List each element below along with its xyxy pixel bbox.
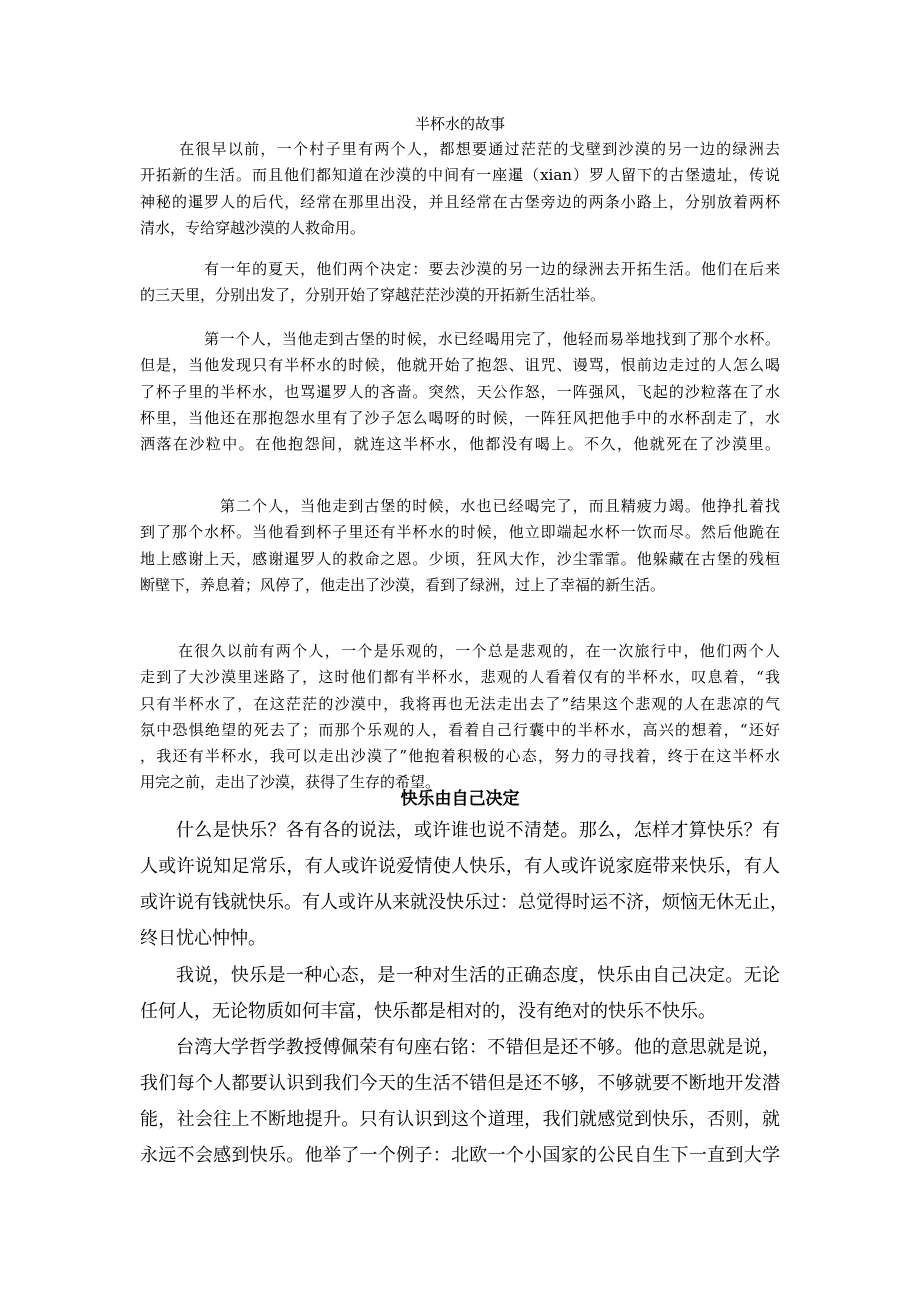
story2-paragraph-3	[140, 1030, 780, 1174]
text-line: 终日忧心忡忡。	[140, 928, 266, 949]
text-line: 了杯子里的半杯水，也骂暹罗人的吝啬。突然，天公作怒，一阵强风，飞起的沙粒落在了水	[140, 382, 780, 401]
text-line: 在很早以前，一个村子里有两个人，都想要通过茫茫的戈壁到沙漠的另一边的绿洲去	[179, 140, 780, 158]
text-line: 或许说有钱就快乐。有人或许从来就没快乐过：总觉得时运不济，烦恼无休无止，	[140, 892, 788, 913]
text-line: 有一年的夏天，他们两个决定：要去沙漠的另一边的绿洲去开拓生活。他们在后来	[204, 260, 780, 278]
text-line: 杯里，当他还在那抱怨水里有了沙子怎么喝呀的时候，一阵狂风把他手中的水杯刮走了，水	[140, 408, 780, 427]
story1-paragraph-5	[140, 638, 780, 796]
text-line: 台湾大学哲学教授傅佩荣有句座右铭：不错但是还不够。他的意思就是说，	[176, 1037, 780, 1058]
text-line: 的三天里，分别出发了，分别开始了穿越茫茫沙漠的开拓新生活壮举。	[140, 286, 606, 305]
text-line: 地上感谢上天，感谢暹罗人的救命之恩。少顷，狂风大作，沙尘霏霏。他躲藏在古堡的残桓	[140, 549, 780, 568]
text-line: 什么是快乐？各有各的说法，或许谁也说不清楚。那么，怎样才算快乐？有	[176, 820, 780, 841]
text-line: 清水，专给穿越沙漠的人救命用。	[140, 218, 366, 237]
story1-paragraph-3	[140, 326, 780, 457]
text-line: 但是，当他发现只有半杯水的时候，他就开始了抱怨、诅咒、谩骂，恨前边走过的人怎么喝	[140, 356, 780, 375]
text-line: 只有半杯水了，在这茫茫的沙漠中，我将再也无法走出去了”结果这个悲观的人在悲凉的气	[140, 694, 780, 713]
text-line: 神秘的暹罗人的后代，经常在那里出没，并且经常在古堡旁边的两条小路上，分别放着两杯	[140, 192, 780, 211]
text-line: 在很久以前有两个人，一个是乐观的，一个总是悲观的，在一次旅行中，他们两个人	[178, 642, 780, 660]
text-line: 第二个人，当他走到古堡的时候，水也已经喝完了，而且精疲力竭。他挣扎着找	[220, 497, 780, 515]
text-line: 任何人，无论物质如何丰富，快乐都是相对的，没有绝对的快乐不快乐。	[140, 1001, 716, 1022]
text-line: 用完之前，走出了沙漠，获得了生存的希望。	[140, 773, 441, 792]
story2-paragraph-1	[140, 813, 788, 957]
text-line: 第一个人，当他走到古堡的时候，水已经喝用完了，他轻而易举地找到了那个水杯。	[204, 330, 780, 348]
story1-paragraph-4	[140, 493, 780, 598]
text-line: 能，社会往上不断地提升。只有认识到这个道理，我们就感觉到快乐，否则，就	[140, 1109, 780, 1130]
text-line: 氛中恐惧绝望的死去了；而那个乐观的人，看着自己行囊中的半杯水，高兴的想着，“还好	[140, 720, 780, 739]
story2-title: 快乐由自己决定	[400, 789, 520, 809]
text-line: 到了那个水杯。当他看到杯子里还有半杯水的时候，他立即端起水杯一饮而尽。然后他跪在	[140, 523, 780, 542]
text-line: 断壁下，养息着；风停了，他走出了沙漠，看到了绿洲，过上了幸福的新生活。	[140, 575, 666, 594]
story1-paragraph-1	[140, 136, 780, 241]
text-line: 走到了大沙漠里迷路了，这时他们都有半杯水，悲观的人看着仅有的半杯水，叹息着，“我	[140, 668, 780, 687]
text-line: 洒落在沙粒中。在他抱怨间，就连这半杯水，他都没有喝上。不久，他就死在了沙漠里。	[140, 435, 780, 454]
text-line: 人或许说知足常乐，有人或许说爱情使人快乐，有人或许说家庭带来快乐，有人	[140, 856, 780, 877]
text-line: 永远不会感到快乐。他举了一个例子：北欧一个小国家的公民自生下一直到大学	[140, 1145, 780, 1166]
text-line: 开拓新的生活。而且他们都知道在沙漠的中间有一座暹（xian）罗人留下的古堡遗址，传说	[140, 166, 780, 185]
text-line: 我们每个人都要认识到我们今天的生活不错但是还不够，不够就要不断地开发潜	[140, 1073, 780, 1094]
story1-paragraph-2	[140, 256, 780, 309]
text-line: 我说，快乐是一种心态，是一种对生活的正确态度，快乐由自己决定。无论	[176, 965, 780, 986]
story1-title: 半杯水的故事	[414, 115, 505, 133]
text-line: ，我还有半杯水，我可以走出沙漠了”他抱着积极的心态，努力的寻找着，终于在这半杯水	[140, 747, 780, 766]
story2-paragraph-2	[140, 958, 780, 1030]
